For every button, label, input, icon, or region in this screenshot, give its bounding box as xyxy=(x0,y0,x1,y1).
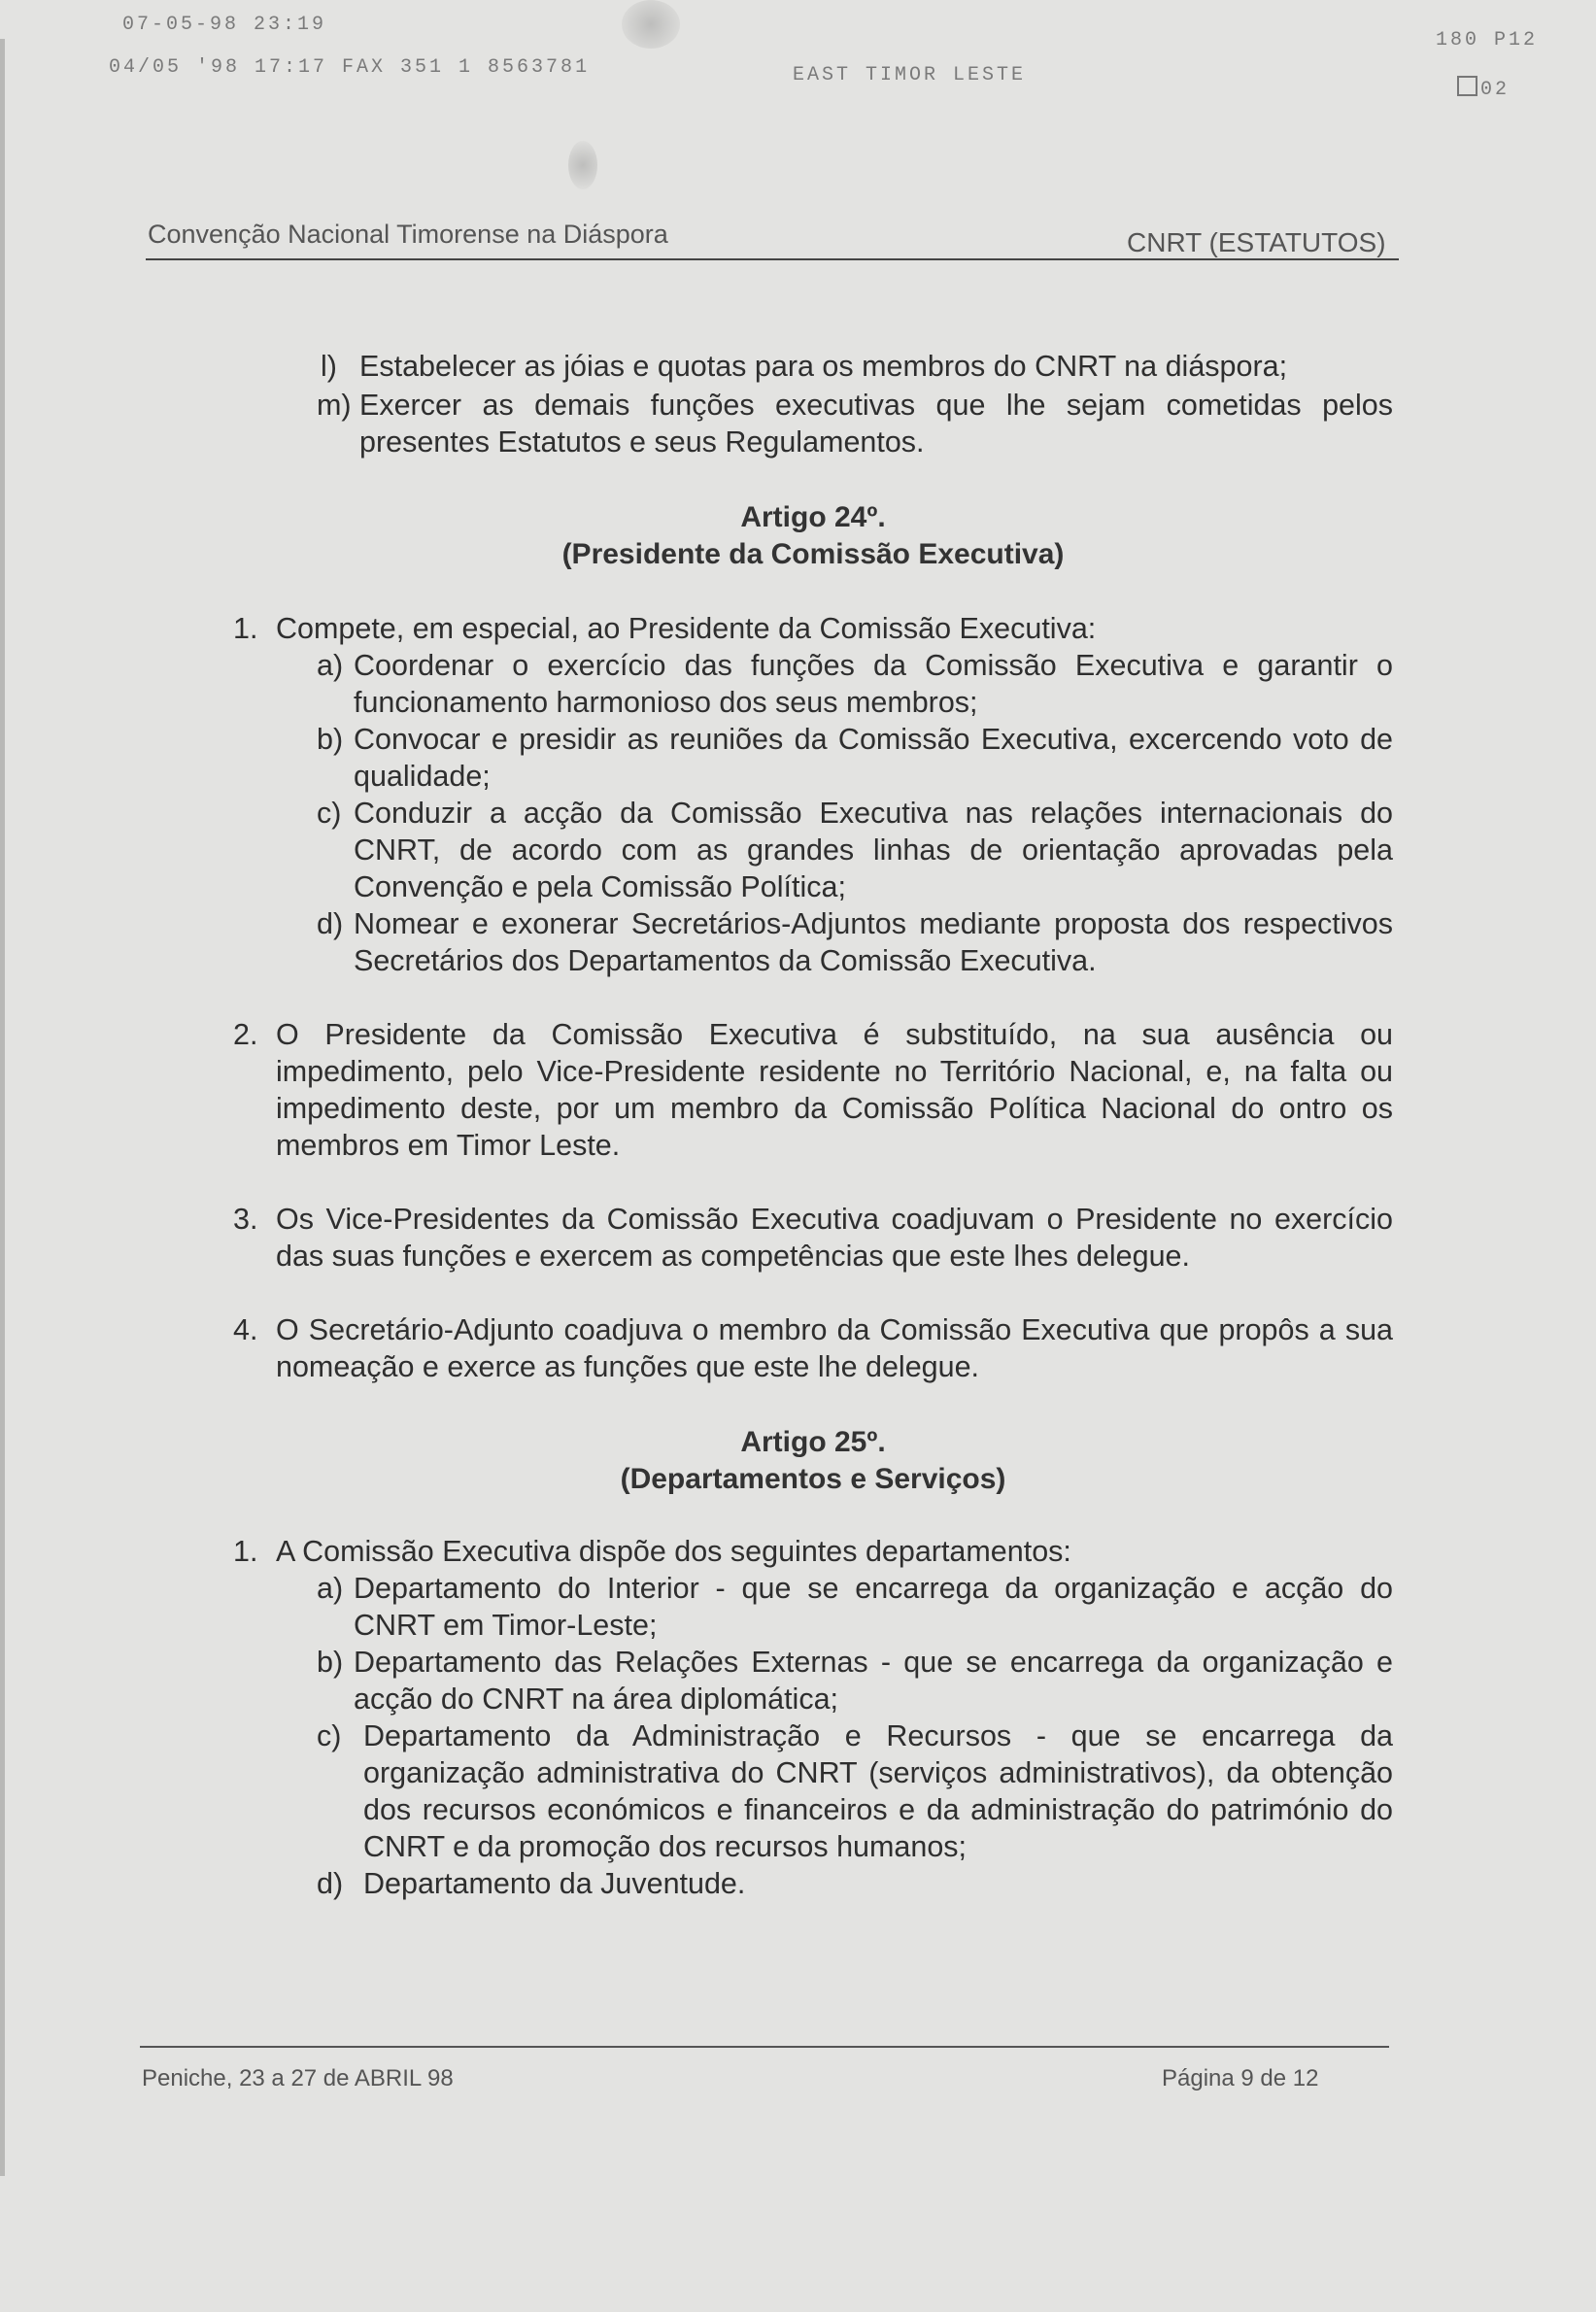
fax-timestamp: 07-05-98 23:19 xyxy=(122,14,327,36)
list-item xyxy=(317,1865,1393,1902)
paragraph-marker: 1. xyxy=(233,1535,258,1568)
item-text: Convocar e presidir as reuniões da Comissão Executiva, excercendo voto de qualidade; xyxy=(354,723,1393,793)
item-marker: b) xyxy=(317,723,344,756)
item-marker: d) xyxy=(317,907,344,940)
item-marker: l) xyxy=(321,350,337,383)
item-text: Coordenar o exercício das funções da Comissão Executiva e garantir o funcionamento harmonioso dos seus membros; xyxy=(354,649,1393,719)
list-item xyxy=(317,1717,1393,1865)
list-item xyxy=(317,721,1393,795)
item-text: Conduzir a acção da Comissão Executiva nas relações internacionais do CNRT, de acordo com as grandes linhas de orientação aprovadas pela Convenção e pela Comissão Política; xyxy=(354,797,1393,903)
paragraph-text: A Comissão Executiva dispõe dos seguintes departamentos: xyxy=(276,1535,1071,1568)
item-text: Estabelecer as jóias e quotas para os membros do CNRT na diáspora; xyxy=(359,350,1288,383)
footer-page-number: Página 9 de 12 xyxy=(1162,2065,1319,2091)
article-24-subtitle: (Presidente da Comissão Executiva) xyxy=(561,538,1065,570)
item-marker: a) xyxy=(317,649,344,682)
list-item xyxy=(321,348,1393,385)
paragraph xyxy=(233,610,1393,647)
paragraph-marker: 3. xyxy=(233,1203,258,1236)
item-marker: c) xyxy=(317,797,342,830)
item-marker: c) xyxy=(317,1719,342,1752)
header-document-title: CNRT (ESTATUTOS) xyxy=(1127,227,1386,257)
checkbox-icon xyxy=(1457,76,1477,96)
fax-sender: EAST TIMOR LESTE xyxy=(793,64,1027,86)
paragraph xyxy=(233,1311,1393,1385)
paragraph-marker: 1. xyxy=(233,612,258,645)
paragraph xyxy=(233,1533,1393,1570)
paragraph xyxy=(233,1201,1393,1275)
footer-rule xyxy=(140,2046,1389,2048)
fax-page-number: 02 xyxy=(1457,76,1510,101)
fax-page-code: 180 P12 xyxy=(1436,29,1539,51)
item-text: Departamento do Interior - que se encarrega da organização e acção do CNRT em Timor-Leste; xyxy=(354,1572,1393,1642)
paragraph-text: Os Vice-Presidentes da Comissão Executiva coadjuvam o Presidente no exercício das suas funções e exercem as competências que este lhes delegue. xyxy=(276,1203,1393,1273)
item-text: Departamento da Juventude. xyxy=(363,1867,746,1900)
article-24-title: Artigo 24º. xyxy=(740,501,886,533)
paragraph-text: Compete, em especial, ao Presidente da Comissão Executiva: xyxy=(276,612,1097,645)
item-text: Nomear e exonerar Secretários-Adjuntos mediante proposta dos respectivos Secretários dos Departamentos da Comissão Executiva. xyxy=(354,907,1393,977)
paragraph-text: O Secretário-Adjunto coadjuva o membro da Comissão Executiva que propôs a sua nomeação e exerce as funções que este lhe delegue. xyxy=(276,1313,1393,1383)
list-item xyxy=(317,387,1393,460)
item-marker: a) xyxy=(317,1572,344,1605)
list-item xyxy=(317,795,1393,905)
list-item xyxy=(317,905,1393,979)
footer-place-date: Peniche, 23 a 27 de ABRIL 98 xyxy=(142,2065,454,2091)
scan-smudge xyxy=(568,141,597,189)
list-item xyxy=(317,1570,1393,1644)
list-item xyxy=(317,1644,1393,1717)
scan-edge xyxy=(0,39,5,2176)
header-organization: Convenção Nacional Timorense na Diáspora xyxy=(148,220,668,249)
header-rule xyxy=(146,258,1399,260)
item-text: Departamento da Administração e Recursos - que se encarrega da organização administrativa do CNRT (serviços administrativos), da obtenção dos recursos económicos e financeiros e da administração do património do CNRT e da promoção dos recursos humanos; xyxy=(363,1719,1393,1863)
item-marker: d) xyxy=(317,1867,344,1900)
scan-smudge xyxy=(622,0,680,49)
document-body xyxy=(233,348,1393,1902)
item-text: Departamento das Relações Externas - que se encarrega da organização e acção do CNRT na área diplomática; xyxy=(354,1646,1393,1716)
item-marker: m) xyxy=(317,389,352,422)
paragraph-text: O Presidente da Comissão Executiva é substituído, na sua ausência ou impedimento, pelo Vice-Presidente residente no Território Nacional, e, na falta ou impedimento deste, por um membro da Comissão Política Nacional do ontro os membros em Timor Leste. xyxy=(276,1018,1393,1162)
item-marker: b) xyxy=(317,1646,344,1679)
paragraph xyxy=(233,1016,1393,1164)
paragraph-marker: 4. xyxy=(233,1313,258,1346)
list-item xyxy=(317,647,1393,721)
fax-transmission-line: 04/05 '98 17:17 FAX 351 1 8563781 xyxy=(109,56,591,79)
article-25-title: Artigo 25º. xyxy=(740,1426,886,1458)
article-25-subtitle: (Departamentos e Serviços) xyxy=(620,1463,1006,1495)
paragraph-marker: 2. xyxy=(233,1018,258,1051)
item-text: Exercer as demais funções executivas que lhe sejam cometidas pelos presentes Estatutos e seus Regulamentos. xyxy=(359,389,1393,459)
